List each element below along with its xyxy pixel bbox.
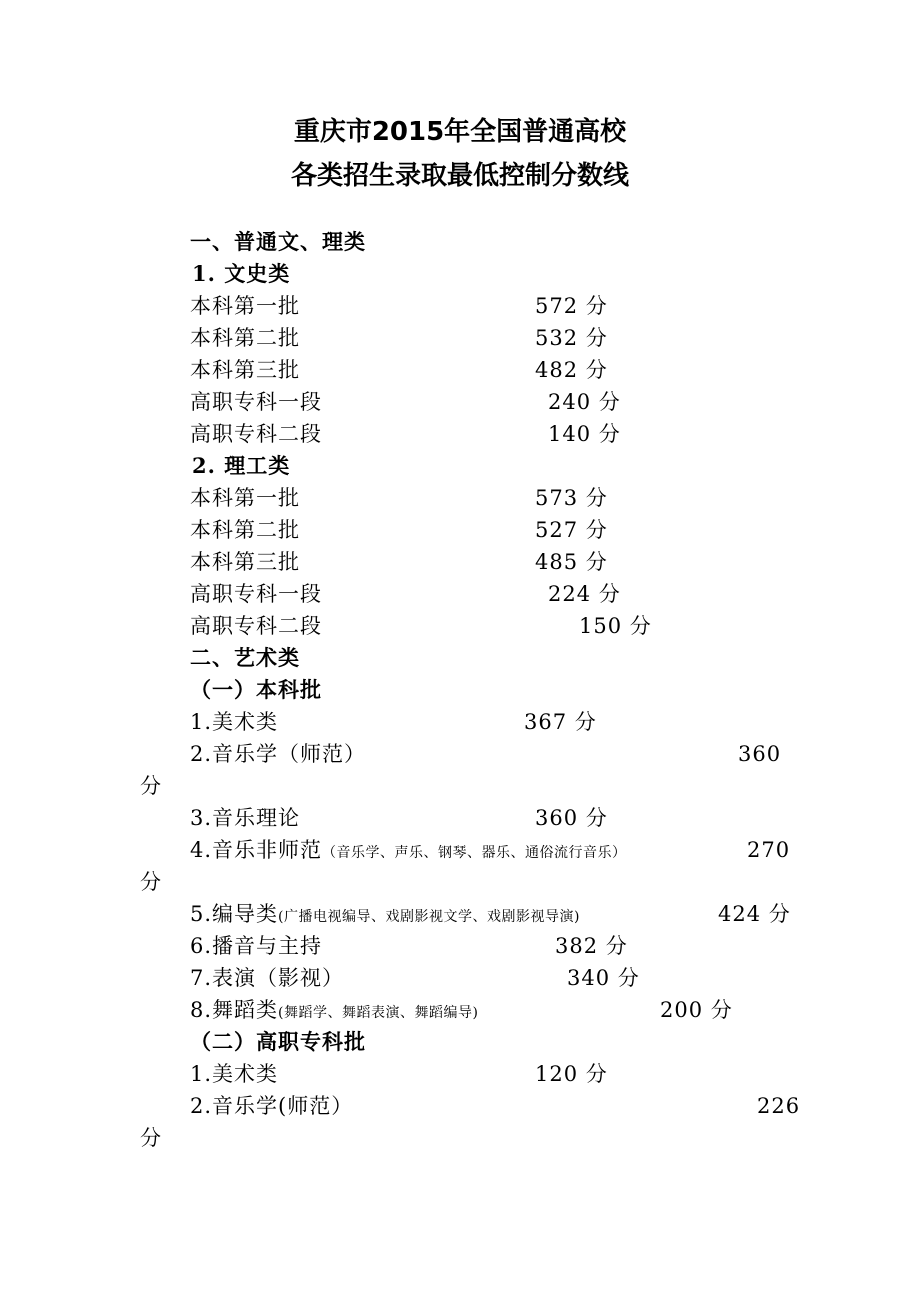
row-score: 360 分 [535, 806, 608, 830]
row-score: 573 分 [535, 486, 608, 510]
row-label: 2.音乐学（师范） [190, 742, 367, 766]
row-label [190, 996, 478, 1027]
row-score-unit: 分 [140, 870, 162, 894]
row-label: 本科第三批 [190, 358, 300, 382]
row-score: 240 分 [548, 390, 621, 414]
row-score: 224 分 [548, 582, 621, 606]
subsection-liberal-arts: 1. 文史类 [192, 261, 291, 286]
row-label-text: 4.音乐非师范 [190, 838, 323, 862]
row-label: 1.美术类 [190, 710, 279, 734]
row-score: 200 分 [660, 998, 733, 1022]
row-score: 485 分 [535, 550, 608, 574]
row-score: 572 分 [535, 294, 608, 318]
section-heading-arts: 二、艺术类 [190, 645, 300, 670]
row-label: 高职专科二段 [190, 614, 322, 638]
row-label-note: （音乐学、声乐、钢琴、器乐、通俗流行音乐） [322, 845, 627, 861]
row-score-unit: 分 [140, 774, 162, 798]
row-label: 6.播音与主持 [190, 934, 323, 958]
row-score: 424 分 [718, 902, 791, 926]
subsection-vocational: （二）高职专科批 [190, 1029, 366, 1054]
row-score: 150 分 [579, 614, 652, 638]
row-label: 3.音乐理论 [190, 806, 301, 830]
row-label [190, 900, 580, 931]
row-score: 532 分 [535, 326, 608, 350]
row-score: 367 分 [524, 710, 597, 734]
subsection-science: 2. 理工类 [192, 453, 291, 478]
subsection-undergraduate: （一）本科批 [190, 677, 322, 702]
row-label: 本科第一批 [190, 486, 300, 510]
row-score: 527 分 [535, 518, 608, 542]
row-score-unit: 分 [140, 1126, 162, 1150]
row-score: 340 分 [567, 966, 640, 990]
row-label: 本科第三批 [190, 550, 300, 574]
row-label: 2.音乐学(师范） [190, 1094, 354, 1118]
row-score: 120 分 [535, 1062, 608, 1086]
row-label: 本科第二批 [190, 518, 300, 542]
row-score: 360 [738, 742, 782, 766]
row-score: 482 分 [535, 358, 608, 382]
row-label: 高职专科二段 [190, 422, 322, 446]
row-score: 382 分 [555, 934, 628, 958]
section-heading-general: 一、普通文、理类 [190, 229, 366, 254]
row-score: 226 [757, 1094, 801, 1118]
row-label: 7.表演（影视） [190, 966, 345, 990]
row-label: 高职专科一段 [190, 582, 322, 606]
row-label-note: (广播电视编导、戏剧影视文学、戏剧影视导演) [278, 909, 580, 925]
row-label: 本科第二批 [190, 326, 300, 350]
row-label-note: (舞蹈学、舞蹈表演、舞蹈编导) [278, 1005, 479, 1021]
document-title-line-1: 重庆市2015年全国普通高校 [293, 117, 627, 147]
row-label [190, 836, 627, 867]
document-title-line-2: 各类招生录取最低控制分数线 [290, 161, 629, 191]
row-score: 270 [747, 838, 791, 862]
row-label: 本科第一批 [190, 294, 300, 318]
row-label: 1.美术类 [190, 1062, 279, 1086]
row-label-text: 5.编导类 [190, 902, 279, 926]
row-label-text: 8.舞蹈类 [190, 998, 279, 1022]
row-score: 140 分 [548, 422, 621, 446]
row-label: 高职专科一段 [190, 390, 322, 414]
